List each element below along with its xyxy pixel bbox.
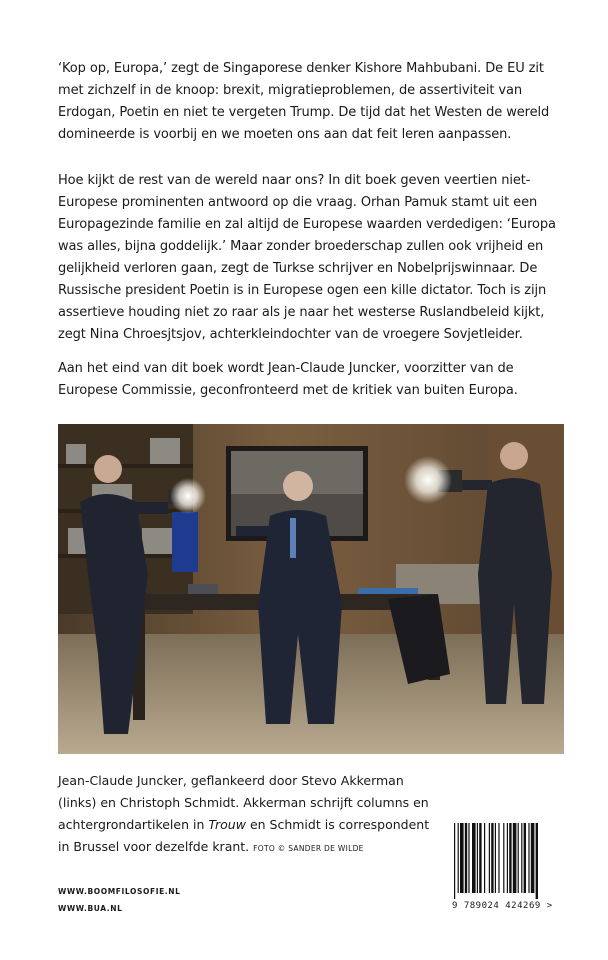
closing-paragraph: Aan het eind van dit boek wordt Jean-Claude Juncker, voorzitter van de Europese Commissie, geconfronteerd met de kritiek van buiten Europa.: [58, 361, 518, 398]
office-photo: [58, 424, 564, 754]
intro-paragraph: ‘Kop op, Europa,’ zegt de Singaporese denker Kishore Mahbubani. De EU zit met zichzelf in de knoop: brexit, migratieproblemen, de assertiviteit van Erdogan, Poetin en niet te vergeten Trump. De tijd dat het Westen de wereld domineerde is voorbij en we moeten ons aan dat feit leren aanpassen.: [58, 61, 550, 142]
url-bua: WWW.BUA.NL: [58, 904, 123, 913]
caption-text-2: en Schmidt is correspondent in Brussel voor dezelfde krant.: [58, 817, 430, 854]
isbn-barcode: [452, 823, 570, 923]
caption-newspaper: Trouw: [208, 817, 246, 832]
isbn-digits: 9 789024 424269 >: [452, 901, 553, 911]
photo-credit: FOTO © SANDER DE WILDE: [253, 844, 364, 853]
publisher-urls: [58, 883, 181, 917]
url-boomfilosofie: WWW.BOOMFILOSOFIE.NL: [58, 887, 181, 896]
photo-caption: [58, 770, 438, 860]
barcode-bars: [452, 823, 570, 899]
caption-text: Jean-Claude Juncker, geflankeerd door Stevo Akkerman (links) en Christoph Schmidt. Akkerman schrijft columns en achtergrondartikelen in: [58, 773, 429, 832]
body-paragraph: Hoe kijkt de rest van de wereld naar ons? In dit boek geven veertien niet-Europese prominenten antwoord op die vraag. Orhan Pamuk stamt uit een Europagezinde familie en zal altijd de Europese waarden verdedigen: ‘Europa was alles, bijna goddelijk.’ Maar zonder broederschap zullen ook vrijheid en gelijkheid verloren gaan, zegt de Turkse schrijver en Nobelprijswinnaar. De Russische president Poetin is in Europese ogen een kille dictator. Toch is zijn assertieve houding niet zo raar als je naar het westerse Ruslandbeleid kijkt, zegt Nina Chroesjtsjov, achterkleindochter van de vroegere Sovjetleider.: [58, 173, 556, 342]
